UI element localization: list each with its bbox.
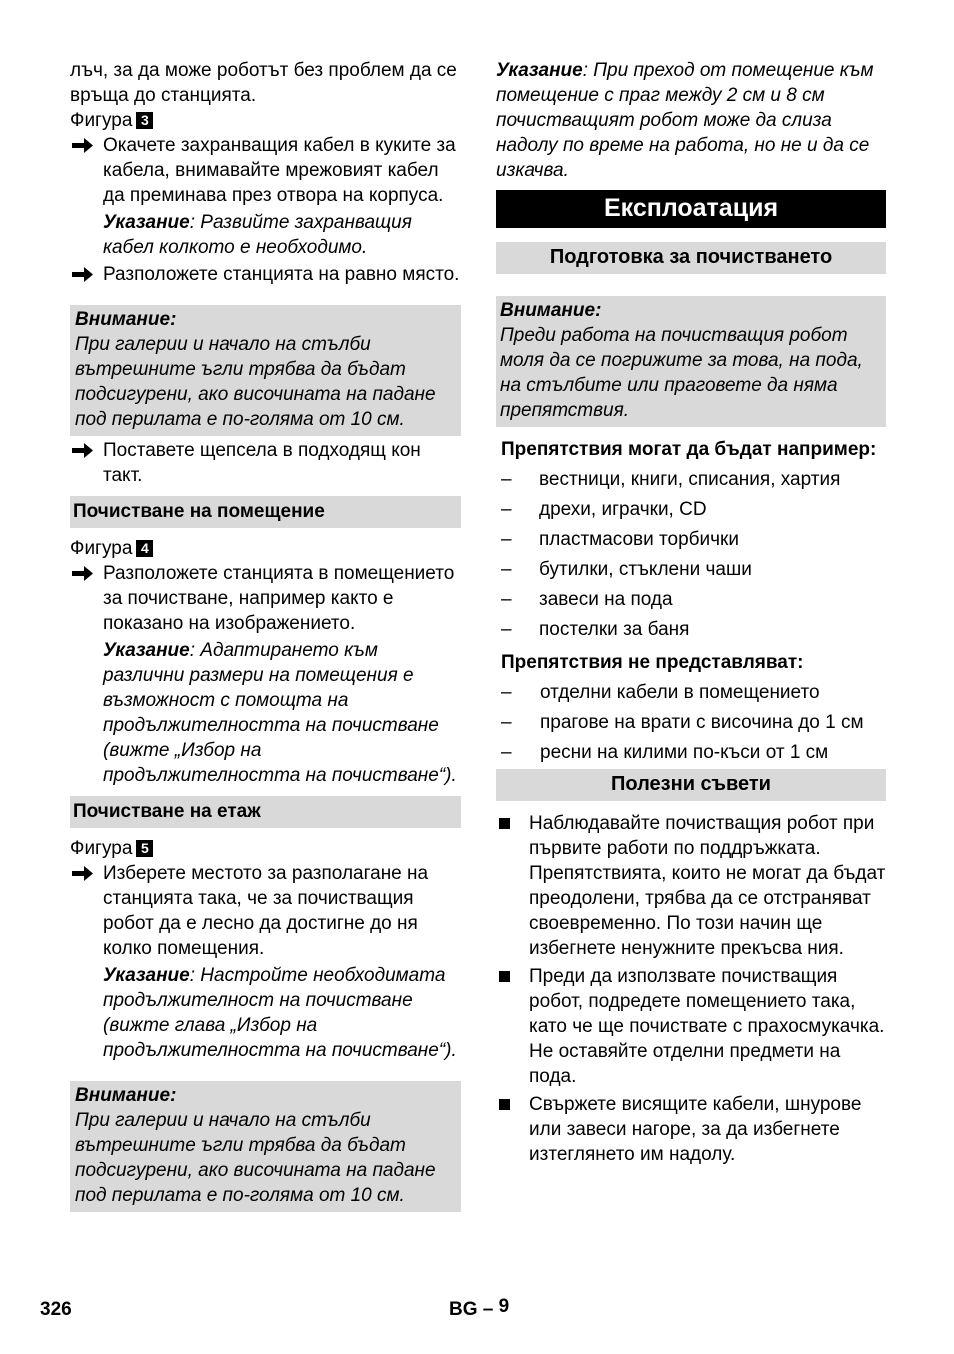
square-bullet-icon: [499, 971, 510, 982]
list-item: – прагове на врати с височина до 1 см: [501, 712, 864, 733]
note-text: : При преход от помещение към помещение с праг между 2 см и 8 см почистващият робот може да слиза надолу по време на работа, но не и да се изкачва.: [496, 60, 874, 181]
list-item: – бутилки, стъклени чаши: [501, 559, 752, 580]
note-threshold: [496, 58, 886, 183]
section-heading-room: Почистване на помещение: [70, 496, 461, 528]
arrow-right-icon: [70, 438, 96, 463]
list-item-text: бутилки, стъклени чаши: [539, 559, 752, 580]
figure-ref-3: [70, 108, 461, 133]
note-label: Указание: [496, 60, 583, 81]
warning-label: Внимание:: [75, 309, 177, 330]
figure-label: Фигура: [70, 538, 133, 559]
obstacles-list: [496, 467, 886, 642]
list-item: – постелки за баня: [501, 619, 690, 640]
list-item: – отделни кабели в помещението: [501, 682, 820, 703]
chapter-heading: Експлоатация: [496, 190, 886, 228]
section-heading-tips: Полезни съвети: [496, 769, 886, 801]
list-item-text: вестници, книги, списания, хартия: [539, 469, 841, 490]
intro-text: лъч, за да може роботът без проблем да се връща до станцията.: [70, 60, 457, 106]
tip-item: [496, 1092, 886, 1167]
tip-item: [496, 964, 886, 1089]
list-item-text: ресни на килими по-къси от 1 см: [540, 742, 829, 763]
warning-text: Преди работа на почистващия робот моля да се погрижите за това, на пода, на стълбите или праговете да няма препятствия.: [500, 325, 863, 421]
step-text: Поставете щепсела в подходящ кон такт.: [103, 440, 421, 486]
warning-box: [70, 305, 461, 436]
note-text: : Адаптирането към различни размери на помещения е възможност с помощта на продължителността на почистване (вижте „Избор на продължителността на почистване“).: [103, 640, 457, 786]
warning-text: При галерии и начало на стълби вътрешните ъгли трябва да бъдат подсигурени, ако височината на падане под перилата е по-голяма от 10 см.: [75, 334, 436, 430]
list-item: – вестници, книги, списания, хартия: [501, 469, 841, 490]
step-place-in-room: [70, 561, 461, 636]
figure-label: Фигура: [70, 110, 133, 131]
warning-text: При галерии и начало на стълби вътрешните ъгли трябва да бъдат подсигурени, ако височината на падане под перилата е по-голяма от 10 см.: [75, 1110, 436, 1206]
note-label: Указание: [103, 965, 190, 986]
warning-label: Внимание:: [500, 300, 602, 321]
list-item-text: пластмасови торбички: [539, 529, 739, 550]
square-bullet-icon: [499, 1099, 510, 1110]
figure-ref-5: [70, 836, 461, 861]
footer-lang: BG: [449, 1299, 478, 1320]
tip-text: Свържете висящите кабели, шнурове или завеси нагоре, за да избегнете изтеглянето им надолу.: [529, 1094, 862, 1165]
note-text: : Развийте захранващия кабел колкото е необходимо.: [103, 212, 412, 258]
square-bullet-icon: [499, 818, 510, 829]
warning-label: Внимание:: [75, 1085, 177, 1106]
step-plug-in: [70, 438, 461, 488]
figure-number-5: 5: [136, 840, 153, 857]
step-hang-cable: [70, 133, 461, 208]
note-unwind-cable: [70, 210, 461, 260]
non-obstacles-heading: Препятствия не представляват:: [501, 652, 804, 673]
page-footer-section: [449, 1297, 509, 1322]
tip-item: [496, 811, 886, 961]
list-item: – пластмасови торбички: [501, 529, 739, 550]
note-label: Указание: [103, 212, 190, 233]
list-item-text: дрехи, играчки, CD: [539, 499, 707, 520]
right-column: [496, 58, 886, 1167]
warning-box: [70, 1081, 461, 1212]
step-place-station: [70, 262, 461, 287]
step-choose-location: [70, 861, 461, 961]
list-item: – ресни на килими по-къси от 1 см: [501, 742, 829, 763]
figure-number-3: 3: [136, 112, 153, 129]
footer-separator: –: [482, 1299, 494, 1320]
list-item-text: отделни кабели в помещението: [540, 682, 820, 703]
note-room-sizes: [70, 638, 461, 788]
section-heading-floor: Почистване на етаж: [70, 796, 461, 828]
arrow-right-icon: [70, 561, 96, 586]
list-item-text: постелки за баня: [539, 619, 690, 640]
note-label: Указание: [103, 640, 190, 661]
list-item-text: завеси на пода: [539, 589, 673, 610]
page-number: 326: [40, 1299, 72, 1320]
step-text: Разположете станцията на равно място.: [103, 264, 460, 285]
note-duration: [70, 963, 461, 1063]
warning-box: [496, 296, 886, 427]
footer-section-number: 9: [498, 1296, 510, 1317]
arrow-right-icon: [70, 861, 96, 886]
arrow-right-icon: [70, 262, 96, 287]
section-heading-preparation: Подготовка за почистването: [496, 242, 886, 274]
note-text: : Настройте необходимата продължителност на почистване (вижте глава „Избор на продължителността на почистване“).: [103, 965, 457, 1061]
left-column: [70, 58, 461, 1212]
list-item: – завеси на пода: [501, 589, 673, 610]
list-item-text: прагове на врати с височина до 1 см: [540, 712, 864, 733]
step-text: Окачете захранващия кабел в куките за кабела, внимавайте мрежовият кабел да преминава през отвора на корпуса.: [103, 135, 456, 206]
figure-label: Фигура: [70, 838, 133, 859]
tip-text: Наблюдавайте почистващия робот при първите работи по поддръжката. Препятствията, които не могат да бъдат преодолени, трябва да се отстраняват своевременно. По този начин ще избегнете ненужните прекъсва ния.: [529, 813, 886, 959]
step-text: Изберете местото за разполагане на станцията така, че за почистващия робот да е лесно да достигне до ня колко помещения.: [103, 863, 429, 959]
figure-ref-4: [70, 536, 461, 561]
obstacles-heading: Препятствия могат да бъдат например:: [501, 439, 877, 460]
arrow-right-icon: [70, 133, 96, 158]
figure-number-4: 4: [136, 540, 153, 557]
step-text: Разположете станцията в помещението за почистване, например както е показано на изображението.: [103, 563, 455, 634]
non-obstacles-list: [496, 680, 886, 765]
tip-text: Преди да използвате почистващия робот, подредете помещението така, като че ще почиствате с прахосмукачка. Не оставяйте отделни предмети на пода.: [529, 966, 885, 1087]
list-item: – дрехи, играчки, CD: [501, 499, 707, 520]
